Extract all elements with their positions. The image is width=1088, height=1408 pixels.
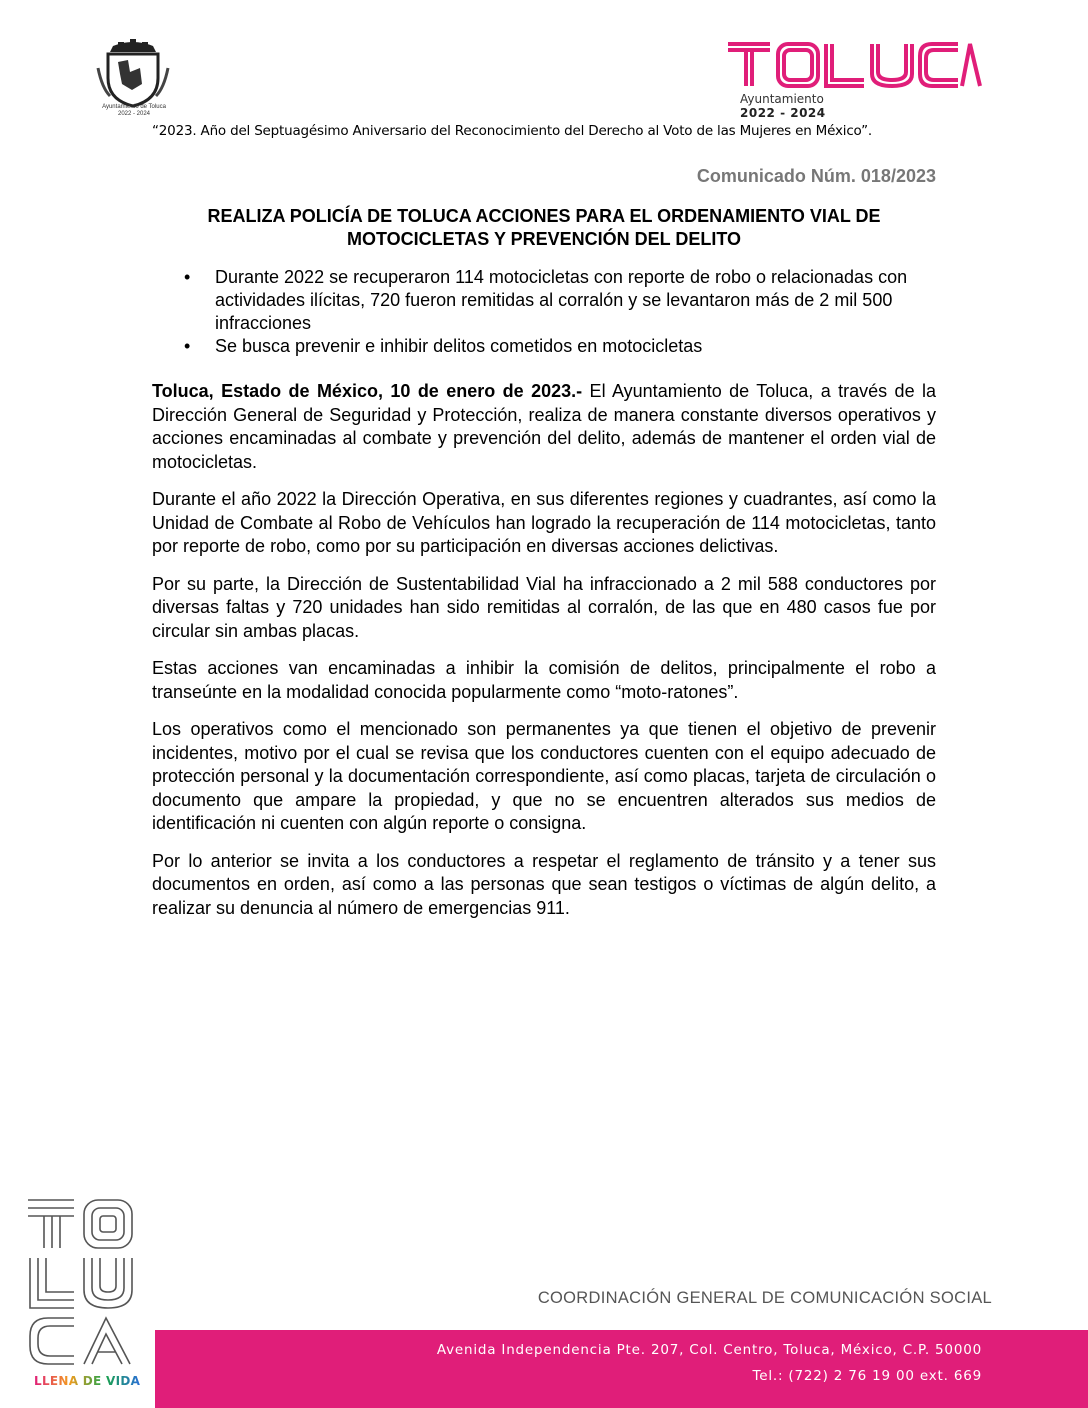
bullet-text: Durante 2022 se recuperaron 114 motocicletas con reporte de robo o relacionadas con actividades ilícitas, 720 fueron remitidas al corralón y se levantaron más de 2 mil 500 infracciones <box>215 267 908 333</box>
footer-tagline <box>34 1374 140 1388</box>
body-paragraph: Estas acciones van encaminadas a inhibir la comisión de delitos, principalmente el robo a transeúnte en la modalidad conocida popularmente como “moto-ratones”. <box>152 658 936 702</box>
tagline-text: LLENA DE VIDA <box>34 1374 141 1388</box>
ayuntamiento-label: Ayuntamiento <box>740 92 824 106</box>
article-body <box>152 380 936 934</box>
coordination-label: COORDINACIÓN GENERAL DE COMUNICACIÓN SOCIAL <box>537 1289 992 1307</box>
body-paragraph: Durante el año 2022 la Dirección Operativa, en sus diferentes regiones y cuadrantes, así como la Unidad de Combate al Robo de Vehículos han logrado la recuperación de 114 motocicletas, tanto por reporte de robo, como por su participación en diversas acciones delictivas. <box>152 489 936 556</box>
dateline: Toluca, Estado de México, 10 de enero de 2023.- <box>152 381 583 401</box>
bullet-item <box>152 266 936 335</box>
bullet-dot-icon: • <box>184 267 191 287</box>
body-paragraph: Los operativos como el mencionado son permanentes ya que tienen el objetivo de prevenir incidentes, motivo por el cual se revisa que los conductores cuenten con el equipo adecuado de protección personal y la documentación correspondiente, así como placas, tarjeta de circulación o documento que ampare la propiedad, y que no se encuentren alterados sus medios de identificación ni cuenten con algún reporte o consigna. <box>152 719 936 833</box>
summary-bullet-list <box>152 266 936 358</box>
toluca-wordmark-icon <box>726 40 982 92</box>
bullet-dot-icon: • <box>184 336 191 356</box>
ayuntamiento-years: 2022 - 2024 <box>740 106 826 120</box>
paragraph-text: El Ayuntamiento de Toluca, a través de la Dirección General de Seguridad y Protección, realiza de manera constante diversos operativos y acciones encaminadas al combate y prevención del delito, además de mantener el orden vial de motocicletas. <box>152 381 937 472</box>
footer-address: Avenida Independencia Pte. 207, Col. Centro, Toluca, México, C.P. 50000 <box>436 1342 982 1358</box>
crest-caption-years: 2022 - 2024 <box>117 111 151 117</box>
footer-phone: Tel.: (722) 2 76 19 00 ext. 669 <box>752 1368 982 1384</box>
bullet-item <box>152 335 936 358</box>
body-paragraph: Por lo anterior se invita a los conductores a respetar el reglamento de tránsito y a tener sus documentos en orden, así como a las personas que sean testigos o víctimas de algún delito, a realizar su denuncia al número de emergencias 911. <box>152 850 936 918</box>
headline-line-2: MOTOCICLETAS Y PREVENCIÓN DEL DELITO <box>346 229 742 249</box>
toluca-stacked-wordmark-icon <box>26 1196 142 1366</box>
year-motto: “2023. Año del Septuagésimo Aniversario del Reconocimiento del Derecho al Voto de las Mujeres en México”. <box>152 123 873 139</box>
comunicado-number: Comunicado Núm. 018/2023 <box>696 166 936 186</box>
bullet-text: Se busca prevenir e inhibir delitos cometidos en motocicletas <box>215 336 703 356</box>
body-paragraph <box>152 380 936 474</box>
body-paragraph: Por su parte, la Dirección de Sustentabilidad Vial ha infraccionado a 2 mil 588 conductores por diversas faltas y 720 unidades han sido remitidas al corralón, de las que en 480 casos fue por circular sin ambas placas. <box>152 573 936 641</box>
crest-caption-name: Ayuntamiento de Toluca <box>102 104 166 110</box>
press-release-headline <box>152 205 936 251</box>
headline-line-1: REALIZA POLICÍA DE TOLUCA ACCIONES PARA EL ORDENAMIENTO VIAL DE <box>207 206 881 226</box>
footer-toluca-logo <box>26 1196 142 1366</box>
coat-of-arms-icon <box>88 38 178 108</box>
crest-caption <box>86 104 182 118</box>
